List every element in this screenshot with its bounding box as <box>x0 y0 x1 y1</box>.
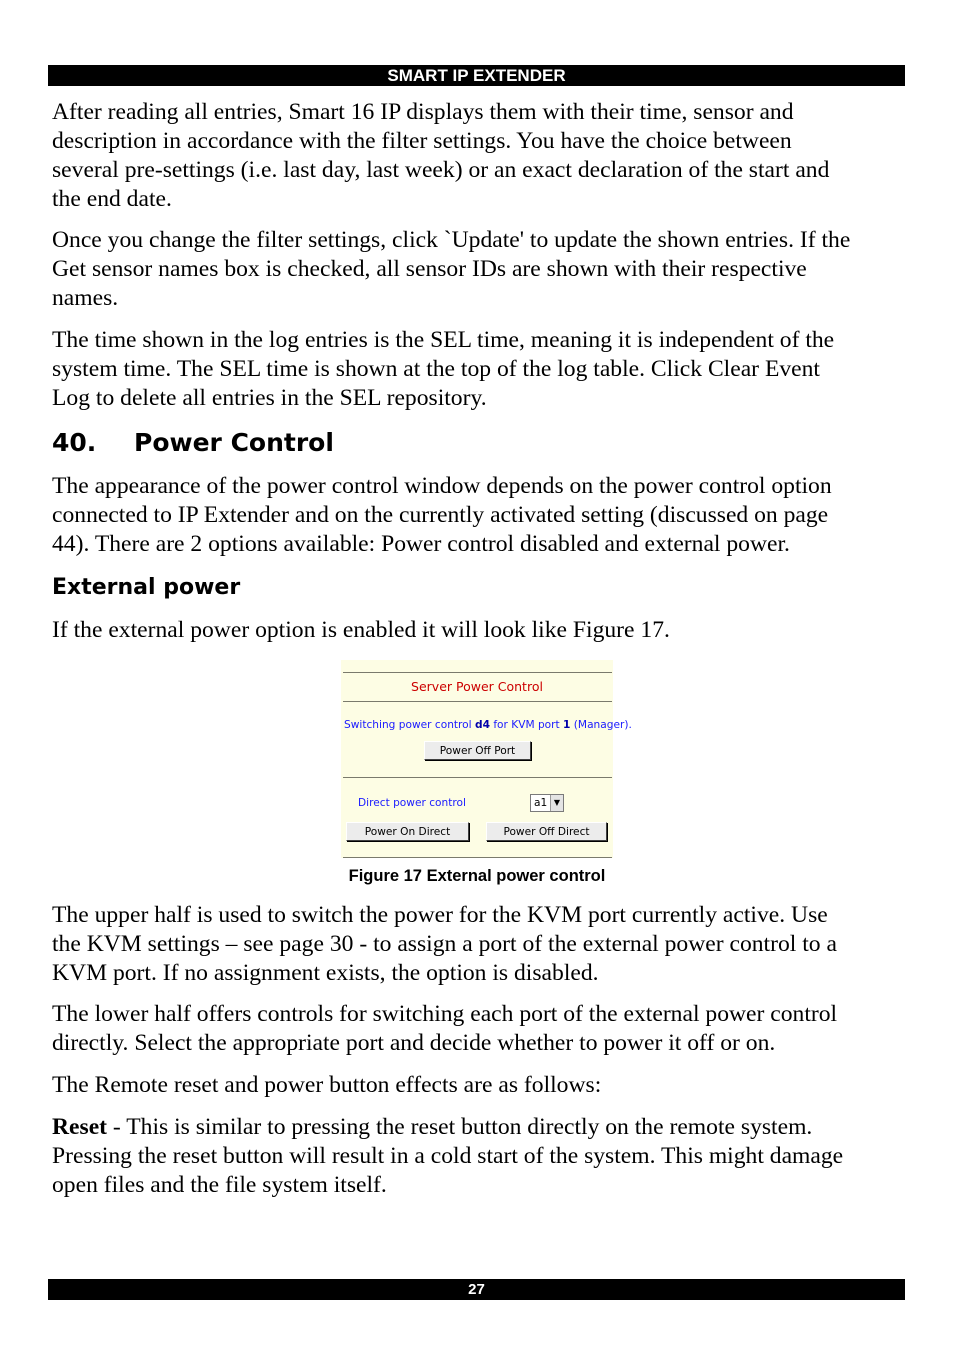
paragraph-sel-time <box>52 326 902 413</box>
switch-device: d4 <box>474 719 490 731</box>
divider <box>343 857 612 858</box>
page-footer <box>48 1279 905 1300</box>
text-line: connected to IP Extender and on the currently activated setting (discussed on page <box>52 502 829 528</box>
header-title: SMART IP EXTENDER <box>387 66 566 85</box>
text-line: Pressing the reset button will result in a cold start of the system. This might damage <box>52 1143 844 1169</box>
power-off-port-button[interactable]: Power Off Port <box>424 741 531 760</box>
section-heading <box>52 426 334 460</box>
port-select[interactable] <box>530 794 564 812</box>
switching-status-text <box>344 718 632 732</box>
server-power-control-figure <box>341 660 632 858</box>
text-line: 44). There are 2 options available: Power control disabled and external power. <box>52 531 790 557</box>
text-line: The time shown in the log entries is the SEL time, meaning it is independent of the <box>52 327 835 353</box>
text-line: The upper half is used to switch the power for the KVM port currently active. Use <box>52 902 828 928</box>
paragraph-power-intro <box>52 472 902 559</box>
paragraph-filter-update <box>52 226 902 313</box>
text-line: The Remote reset and power button effects are as follows: <box>52 1072 602 1098</box>
text-line <box>52 1113 902 1142</box>
text-line: the end date. <box>52 186 172 212</box>
paragraph-sel-display <box>52 98 902 214</box>
paragraph-external-intro <box>52 616 902 645</box>
text-line: system time. The SEL time is shown at the top of the log table. Click Clear Event <box>52 356 820 382</box>
text-line: KVM port. If no assignment exists, the option is disabled. <box>52 960 599 986</box>
switch-text: for KVM port <box>489 719 564 731</box>
page-number: 27 <box>468 1281 485 1298</box>
text-line: names. <box>52 285 119 311</box>
section-title: Power Control <box>134 428 334 457</box>
direct-power-control-label: Direct power control <box>358 797 466 809</box>
figure-caption: Figure 17 External power control <box>348 867 606 885</box>
text-line: The lower half offers controls for switching each port of the external power control <box>52 1001 838 1027</box>
power-on-direct-button[interactable]: Power On Direct <box>346 822 469 841</box>
paragraph-upper-half <box>52 901 902 988</box>
divider <box>343 672 612 673</box>
text-span: - This is similar to pressing the reset button directly on the remote system. <box>107 1114 813 1140</box>
switch-text: Switching power control <box>344 719 475 731</box>
switch-port: 1 <box>563 719 571 731</box>
paragraph-effects-intro <box>52 1071 902 1100</box>
chevron-down-icon[interactable]: ▼ <box>550 795 563 811</box>
paragraph-reset <box>52 1113 902 1200</box>
divider <box>343 777 612 778</box>
text-line: the KVM settings – see page 30 - to assign a port of the external power control to a <box>52 931 837 957</box>
text-line: several pre-settings (i.e. last day, last week) or an exact declaration of the start and <box>52 157 830 183</box>
paragraph-lower-half <box>52 1000 902 1058</box>
text-line: description in accordance with the filter settings. You have the choice between <box>52 128 792 154</box>
port-select-value: a1 <box>534 797 548 809</box>
subsection-heading: External power <box>52 575 241 600</box>
text-line: After reading all entries, Smart 16 IP displays them with their time, sensor and <box>52 99 794 125</box>
text-line: Once you change the filter settings, click `Update' to update the shown entries. If the <box>52 227 851 253</box>
text-line: Log to delete all entries in the SEL repository. <box>52 385 487 411</box>
text-line: If the external power option is enabled it will look like Figure 17. <box>52 617 670 643</box>
divider <box>343 701 612 702</box>
page-header <box>48 65 905 86</box>
text-line: directly. Select the appropriate port and decide whether to power it off or on. <box>52 1030 776 1056</box>
section-number: 40. <box>52 428 97 457</box>
text-line: open files and the file system itself. <box>52 1172 387 1198</box>
text-line: The appearance of the power control window depends on the power control option <box>52 473 832 499</box>
figure-panel-title: Server Power Control <box>411 679 543 694</box>
switch-text: (Manager). <box>570 719 632 731</box>
power-off-direct-button[interactable]: Power Off Direct <box>486 822 607 841</box>
reset-term: Reset <box>52 1114 108 1140</box>
text-line: Get sensor names box is checked, all sensor IDs are shown with their respective <box>52 256 807 282</box>
